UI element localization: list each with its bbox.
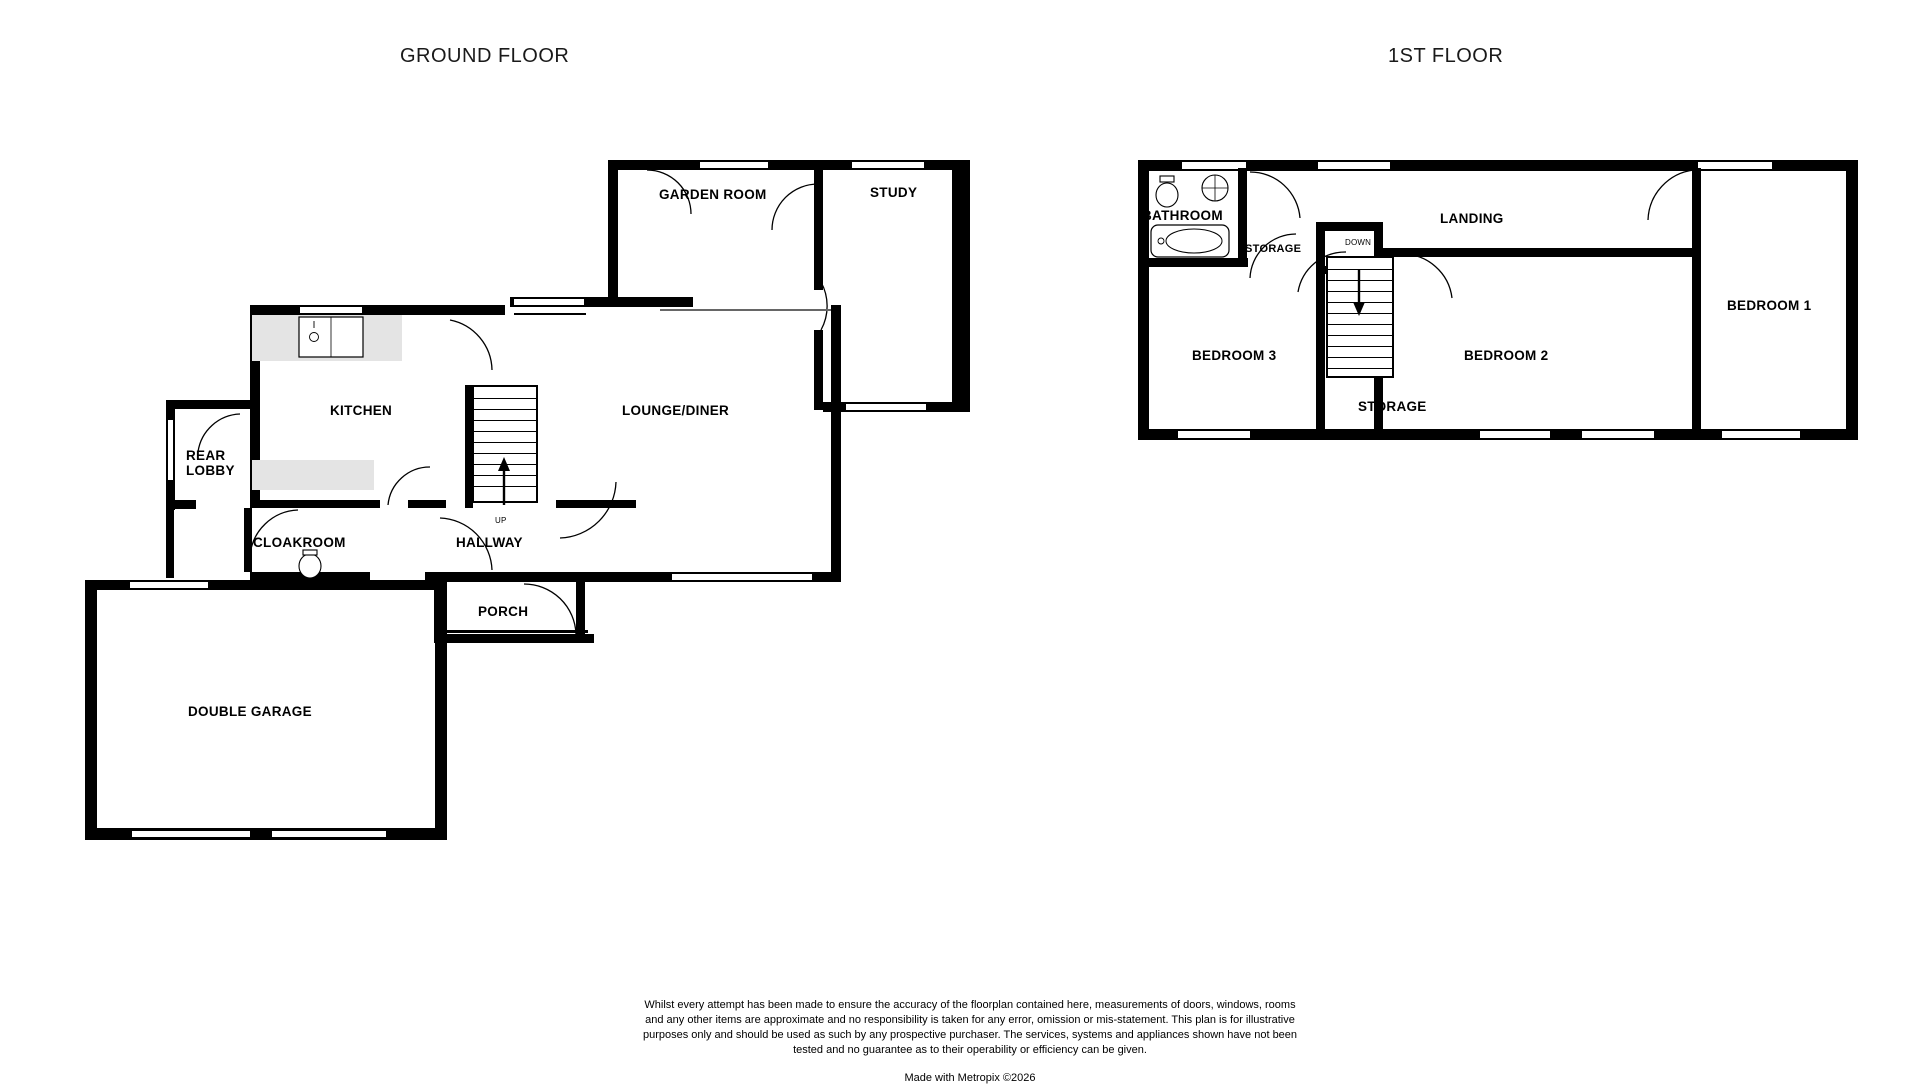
wall-main-top-2 xyxy=(370,305,505,315)
window-study-top xyxy=(852,160,924,170)
door-study-icon xyxy=(770,182,830,254)
window-first-bottom-2 xyxy=(1480,429,1550,440)
wall-kitchen-hall-divider xyxy=(250,500,380,508)
wall-bedroom3-divider xyxy=(1316,274,1325,436)
window-main-top-right xyxy=(514,305,586,315)
garage-door-opening-1 xyxy=(132,828,250,840)
basin-icon xyxy=(1198,172,1232,204)
credit-text: Made with Metropix ©2026 xyxy=(904,1072,1036,1084)
ground-floor-title: GROUND FLOOR xyxy=(400,45,570,67)
window-lounge-bottom xyxy=(672,572,812,582)
room-label-bedroom3: BEDROOM 3 xyxy=(1192,348,1277,363)
room-label-rear-lobby-line1: REAR xyxy=(186,448,226,463)
room-label-bedroom1: BEDROOM 1 xyxy=(1727,298,1812,313)
window-first-top-2 xyxy=(1318,160,1390,171)
wall-bathroom-bottom xyxy=(1138,258,1248,267)
ground-floor-plan xyxy=(0,0,1000,900)
room-label-storage-bottom: STORAGE xyxy=(1358,399,1427,414)
room-label-landing: LANDING xyxy=(1440,211,1504,226)
room-label-kitchen: KITCHEN xyxy=(330,403,393,418)
stairs-up-label: UP xyxy=(495,516,507,525)
wall-bedroom1-divider-2 xyxy=(1692,256,1701,436)
wall-storage-top-top xyxy=(1316,222,1383,231)
wall-rear-lobby-bottom xyxy=(166,500,196,509)
window-first-bottom-3 xyxy=(1582,429,1654,440)
wc-icon-bathroom xyxy=(1152,176,1182,210)
room-label-lounge-diner: LOUNGE/DINER xyxy=(622,403,730,418)
door-bedroom2-icon xyxy=(1398,252,1456,300)
first-floor-title: 1ST FLOOR xyxy=(1388,45,1504,67)
wall-landing-bottom-2 xyxy=(1568,248,1700,257)
room-label-garden-room: GARDEN ROOM xyxy=(659,187,767,202)
wall-lounge-garden-thin xyxy=(660,309,840,311)
door-bedroom1-icon xyxy=(1646,168,1698,224)
wall-first-left xyxy=(1138,160,1149,440)
window-garage-top xyxy=(130,580,208,590)
stairs-down-label: DOWN xyxy=(1345,238,1372,247)
wall-garage-left xyxy=(85,580,97,840)
wall-garden-bottom xyxy=(608,297,693,307)
first-floor-plan xyxy=(1130,0,1890,520)
window-first-bottom-4 xyxy=(1722,429,1800,440)
door-bedroom3-icon xyxy=(1294,250,1350,294)
room-label-porch: PORCH xyxy=(478,604,529,619)
room-label-storage-top: STORAGE xyxy=(1245,243,1302,255)
bath-icon xyxy=(1150,224,1230,258)
wall-cloakroom-left xyxy=(166,500,174,578)
wc-icon xyxy=(296,550,324,580)
door-cloakroom-icon xyxy=(248,508,302,560)
room-label-cloakroom: CLOAKROOM xyxy=(253,535,346,550)
room-label-study: STUDY xyxy=(870,185,918,200)
window-first-top-3 xyxy=(1698,160,1772,171)
room-label-hallway: HALLWAY xyxy=(456,535,523,550)
door-hall-kitchen-icon xyxy=(386,465,440,507)
door-bathroom-icon xyxy=(1248,170,1306,220)
window-garden-top-1 xyxy=(700,160,768,170)
room-label-double-garage: DOUBLE GARAGE xyxy=(188,704,312,719)
door-study-lower-icon xyxy=(805,280,823,334)
wall-garage-right xyxy=(435,580,447,840)
room-label-bathroom: BATHROOM xyxy=(1142,208,1223,223)
wall-study-right xyxy=(952,160,970,410)
wall-first-right xyxy=(1846,160,1858,440)
stairs-up-arrow-icon xyxy=(495,455,513,509)
disclaimer-text: Whilst every attempt has been made to ensure the accuracy of the floorplan contained here, measurements of doors, windows, rooms and any other items are approximate and no responsibility is taken for any error, omission or mis-statement. This plan is for illustrative purposes only and should be used as such by any prospective purchaser. The services, systems and appliances shown have not been tested and no guarantee as to their operability or efficiency can be given. xyxy=(642,999,1298,1056)
door-kitchen-icon xyxy=(448,318,498,380)
window-first-top-1 xyxy=(1182,160,1246,171)
wall-garden-left xyxy=(608,160,618,305)
window-study-bottom xyxy=(846,402,926,412)
stairs-down-arrow-icon xyxy=(1350,268,1368,318)
wall-bathroom-left-nib xyxy=(1138,168,1147,198)
wall-rear-lobby-top xyxy=(166,400,256,409)
kitchen-worktop-bottom xyxy=(252,460,374,490)
window-rear-lobby xyxy=(166,420,175,480)
room-label-rear-lobby-line2: LOBBY xyxy=(186,463,235,478)
wall-garden-study-divider-2 xyxy=(814,330,823,410)
door-hall-lounge-icon xyxy=(556,480,626,552)
window-kitchen-top xyxy=(300,305,362,315)
door-porch-outer-icon xyxy=(520,582,580,638)
garage-door-pier xyxy=(250,828,272,840)
wall-lounge-right xyxy=(831,305,841,580)
room-label-bedroom2: BEDROOM 2 xyxy=(1464,348,1549,363)
window-first-bottom-1 xyxy=(1178,429,1250,440)
kitchen-sink-icon xyxy=(298,316,364,358)
garage-door-opening-2 xyxy=(268,828,386,840)
